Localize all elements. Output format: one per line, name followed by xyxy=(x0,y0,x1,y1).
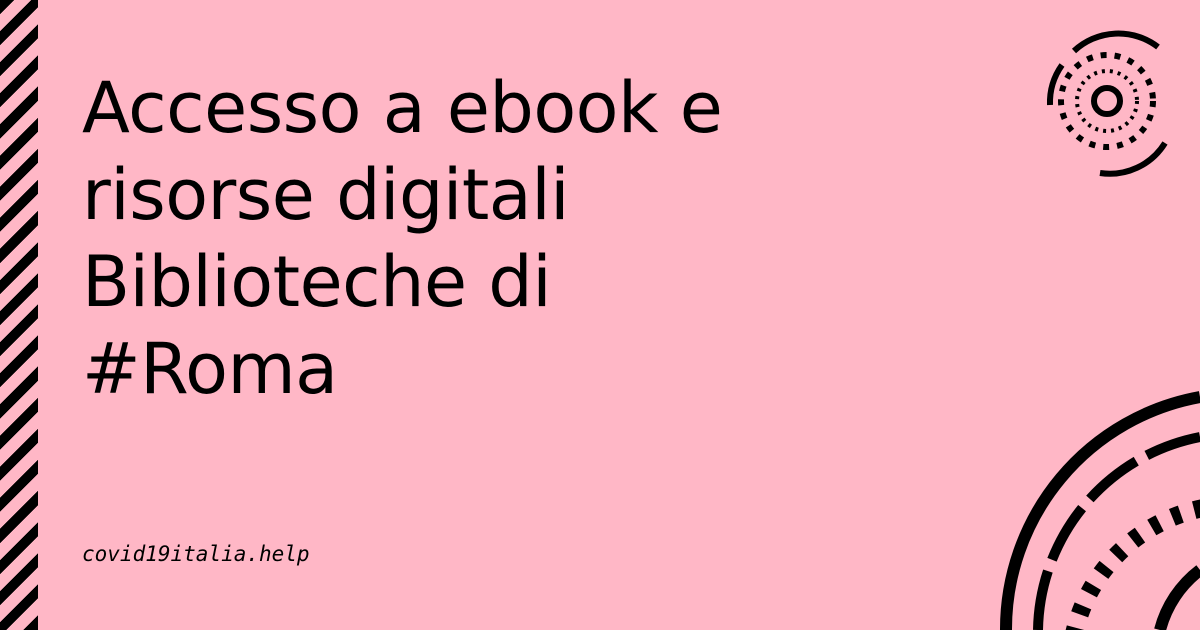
title-line-2: risorse digitali xyxy=(82,154,570,236)
concentric-dial-icon xyxy=(1040,25,1180,185)
title-line-3: Biblioteche di xyxy=(82,241,552,323)
title-line-4: #Roma xyxy=(82,328,338,410)
page-title xyxy=(82,65,982,413)
diagonal-stripes-decoration xyxy=(0,0,38,630)
site-url: covid19italia.help xyxy=(82,542,310,566)
title-line-1: Accesso a ebook e xyxy=(82,67,723,149)
large-dial-decoration xyxy=(990,385,1200,630)
